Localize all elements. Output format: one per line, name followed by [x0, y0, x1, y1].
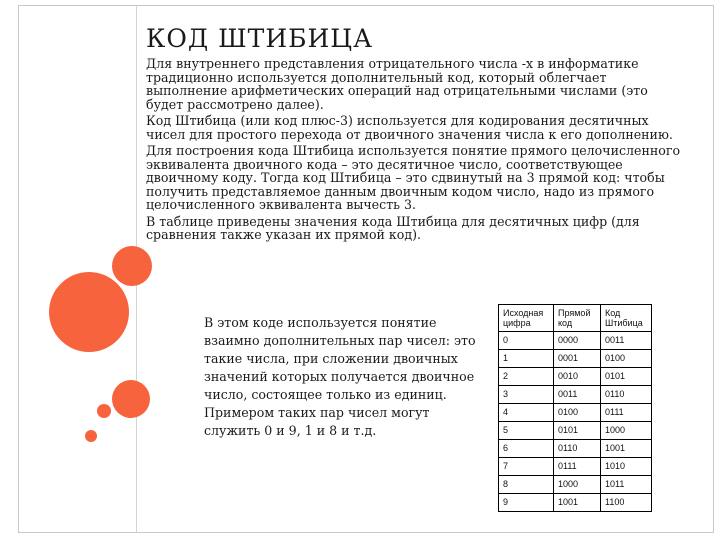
cell-stibitz: 1000 [601, 422, 652, 440]
cell-digit: 4 [499, 404, 554, 422]
cell-digit: 8 [499, 476, 554, 494]
header-source-digit: Исходная цифра [499, 305, 554, 332]
cell-direct: 0001 [554, 350, 601, 368]
decorative-circle-large [49, 272, 129, 352]
decorative-circle-small [112, 380, 150, 418]
side-note [204, 314, 484, 440]
header-direct-code: Прямой код [554, 305, 601, 332]
stibitz-code-table [498, 304, 652, 512]
cell-digit: 0 [499, 332, 554, 350]
cell-stibitz: 1011 [601, 476, 652, 494]
cell-direct: 1000 [554, 476, 601, 494]
cell-stibitz: 0100 [601, 350, 652, 368]
cell-digit: 1 [499, 350, 554, 368]
cell-stibitz: 0011 [601, 332, 652, 350]
table-row [499, 476, 652, 494]
table-row [499, 404, 652, 422]
cell-direct: 0111 [554, 458, 601, 476]
decorative-circle-tiny [97, 404, 111, 418]
cell-stibitz: 0101 [601, 368, 652, 386]
paragraph-3: Для построения кода Штибица используется понятие прямого целочисленного эквивалента двоичного кода – это десятичное число, соответствующее двоичному коду. Тогда код Штибица – это сдвинутый на 3 прямой код: чтобы получить представляемое данным двоичным кодом число, надо из прямого целочисленного эквивалента вычесть 3. [146, 143, 681, 212]
cell-direct: 1001 [554, 494, 601, 512]
cell-stibitz: 1001 [601, 440, 652, 458]
side-note-text: В этом коде используется понятие взаимно дополнительных пар чисел: это такие числа, при сложении двоичных значений которых получается двоичное число, состоящее только из единиц. Примером таких пар чисел могут служить 0 и 9, 1 и 8 и т.д. [204, 315, 476, 438]
cell-stibitz: 1100 [601, 494, 652, 512]
table-row [499, 386, 652, 404]
decorative-circle-medium [112, 246, 152, 286]
paragraph-2: Код Штибица (или код плюс-3) используется для кодирования десятичных чисел для простого перехода от двоичного значения числа к его дополнению. [146, 113, 673, 142]
cell-direct: 0010 [554, 368, 601, 386]
cell-direct: 0100 [554, 404, 601, 422]
cell-digit: 2 [499, 368, 554, 386]
paragraph-1: Для внутреннего представления отрицательного числа -х в информатике традиционно используется дополнительный код, который облегчает выполнение арифметических операций над отрицательными числами (это будет рассмотрено далее). [146, 56, 648, 112]
cell-direct: 0101 [554, 422, 601, 440]
cell-stibitz: 1010 [601, 458, 652, 476]
cell-digit: 7 [499, 458, 554, 476]
table-row [499, 494, 652, 512]
slide-title: КОД ШТИБИЦА [146, 24, 374, 53]
cell-stibitz: 0110 [601, 386, 652, 404]
table-row [499, 440, 652, 458]
table-row [499, 422, 652, 440]
body-text [146, 57, 686, 245]
decorative-circle-dot [85, 430, 97, 442]
cell-digit: 6 [499, 440, 554, 458]
paragraph-4: В таблице приведены значения кода Штибица для десятичных цифр (для сравнения также указан их прямой код). [146, 213, 640, 242]
cell-direct: 0000 [554, 332, 601, 350]
cell-digit: 9 [499, 494, 554, 512]
table-row [499, 458, 652, 476]
table-row [499, 350, 652, 368]
cell-digit: 3 [499, 386, 554, 404]
table-row [499, 332, 652, 350]
cell-direct: 0011 [554, 386, 601, 404]
header-stibitz-code: Код Штибица [601, 305, 652, 332]
cell-stibitz: 0111 [601, 404, 652, 422]
cell-digit: 5 [499, 422, 554, 440]
cell-direct: 0110 [554, 440, 601, 458]
table-row [499, 368, 652, 386]
table-header-row [499, 305, 652, 332]
